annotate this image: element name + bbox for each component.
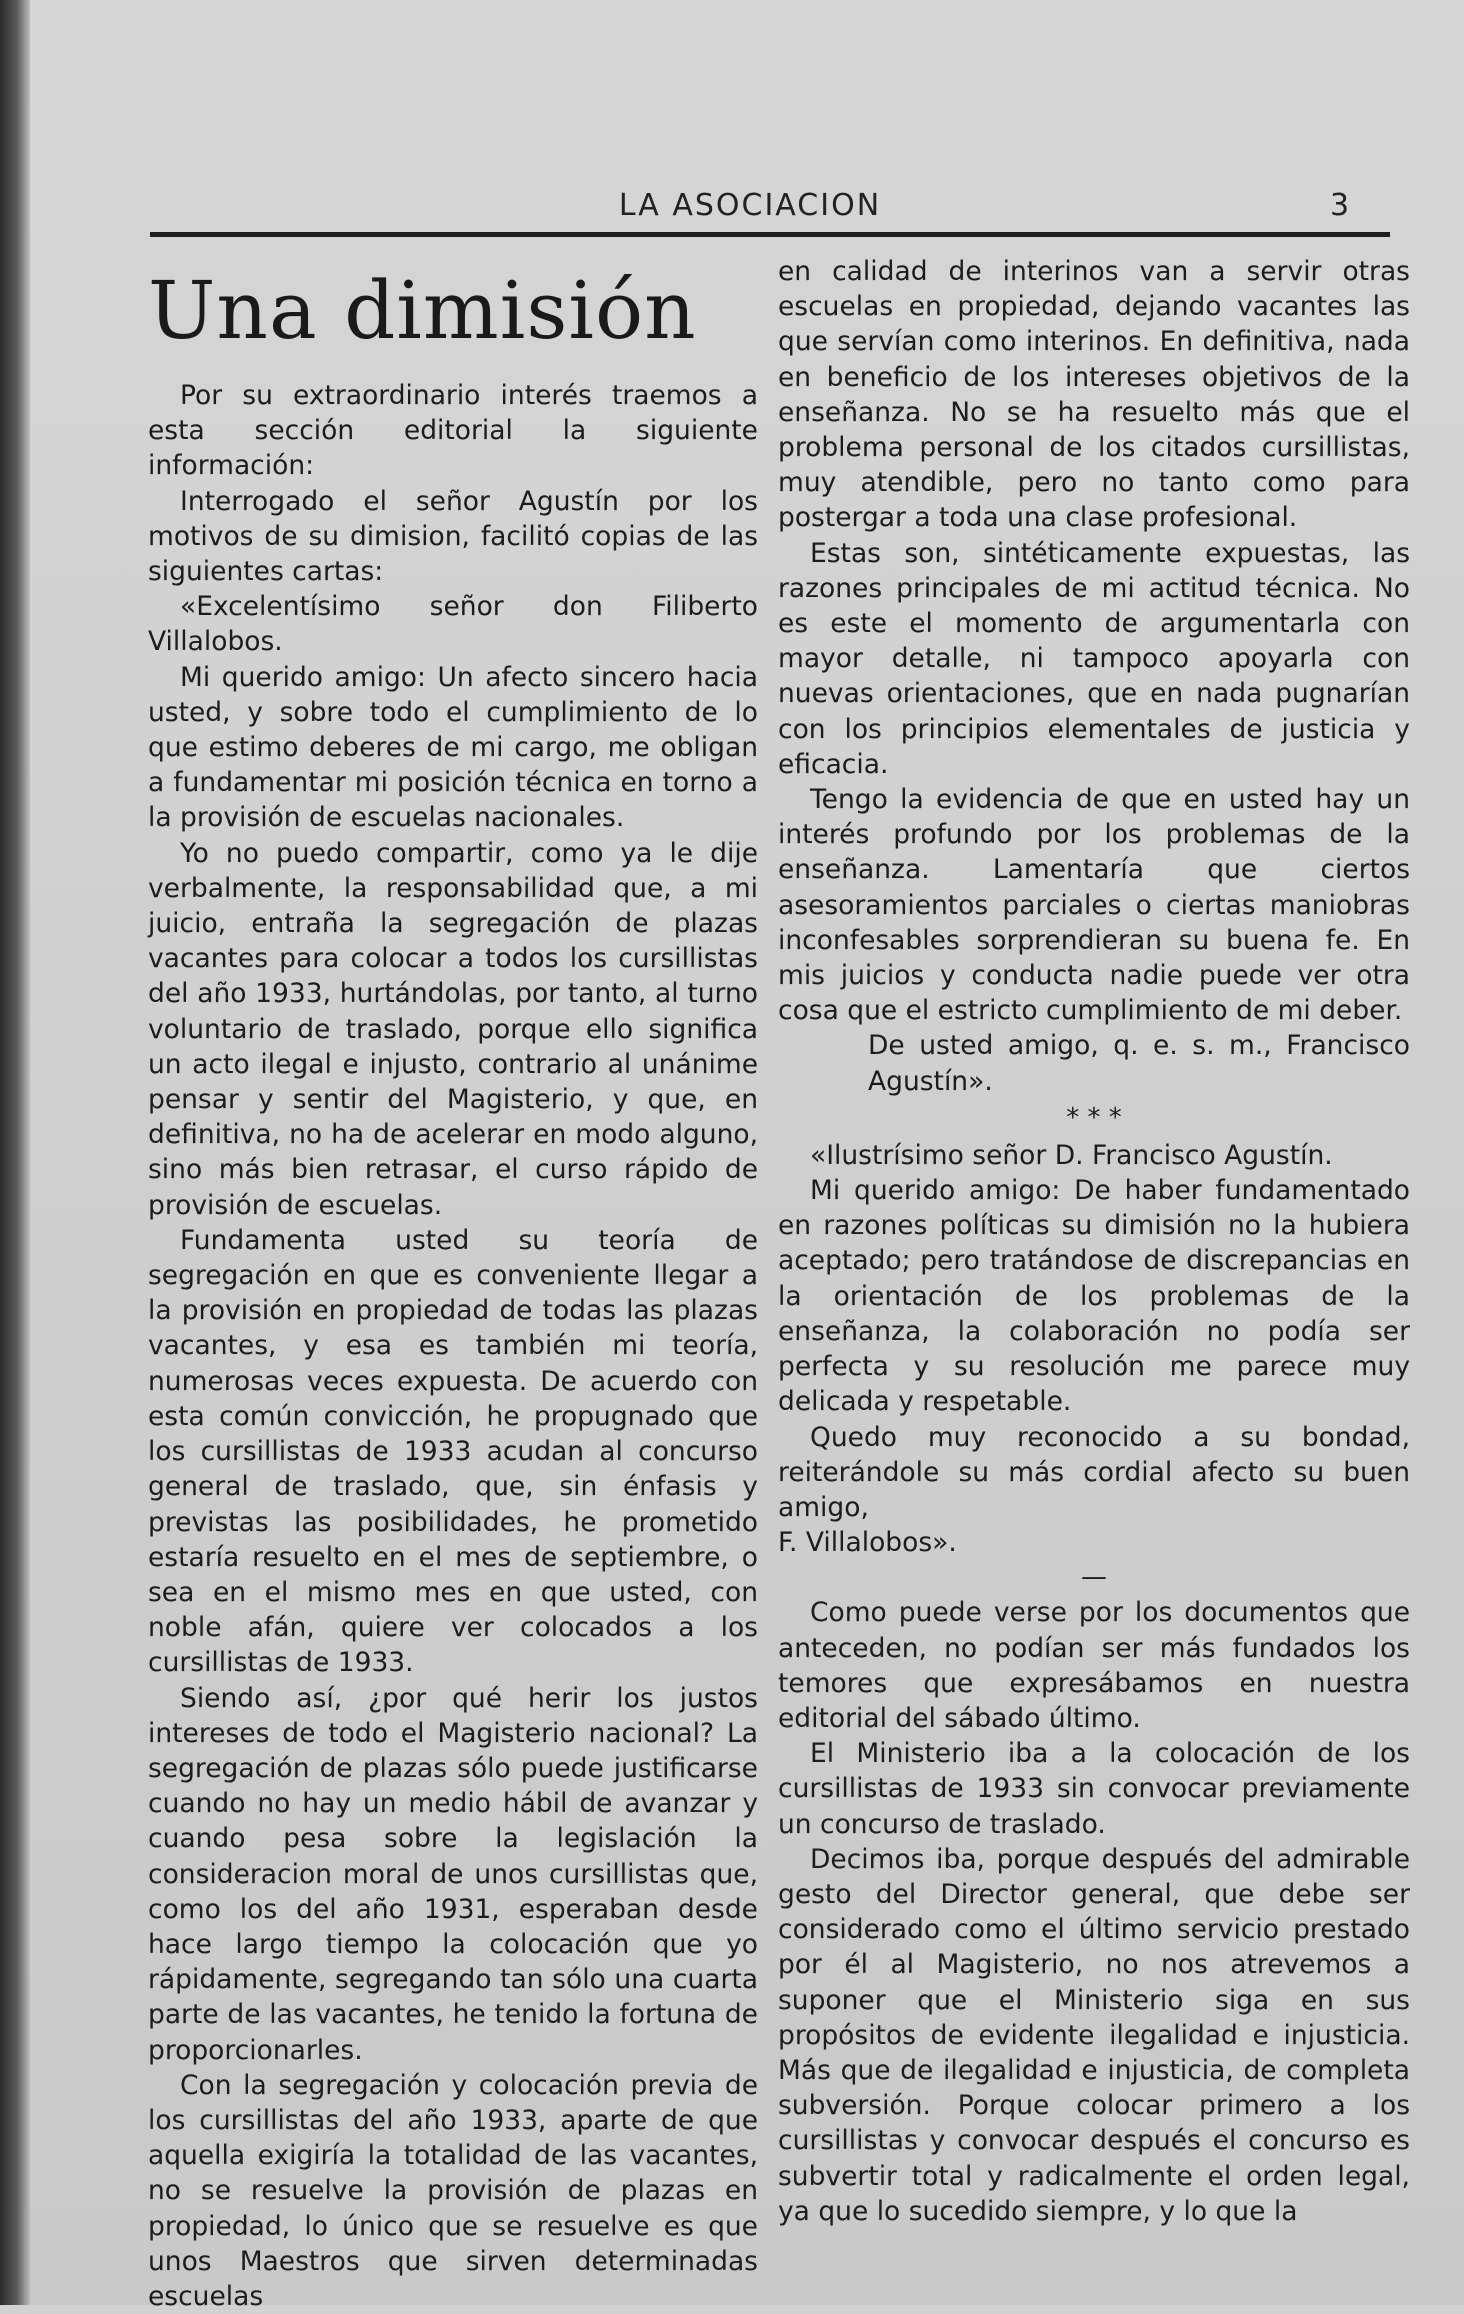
letter-signature: F. Villalobos». (778, 1527, 957, 1559)
paragraph: Fundamenta usted su teoría de segregación en que es conveniente llegar a la provisión en propiedad de todas las plazas vacantes, y esa es también mi teoría, numerosas veces expuesta. De acuerdo con esta común convicción, he propugnado que los cursillistas de 1933 acudan al concurso general de traslado, que, sin énfasis y previstas las posibilidades, he prometido estaría resuelto en el mes de septiembre, o sea en el mismo mes en que usted, con noble afán, quiere ver colocados a los cursillistas de 1933. (148, 1224, 758, 1679)
paragraph: Con la segregación y colocación previa de los cursillistas del año 1933, aparte de que aquella exigiría la totalidad de las vacantes, no se resuelve la provisión de plazas en propiedad, lo único que se resuelve es que unos Maestros que sirven determinadas escuelas (148, 2069, 758, 2312)
paragraph: Decimos iba, porque después del admirable gesto del Director general, que debe ser considerado como el último servicio prestado por él al Magisterio, no nos atrevemos a suponer que el Ministerio siga en sus propósitos de evidente ilegalidad e injusticia. Más que de ilegalidad e injusticia, de completa subversión. Porque colocar primero a los cursillistas y convocar después el concurso es subvertir total y radicalmente el orden legal, ya que lo sucedido siempre, y lo que la (778, 1843, 1410, 2227)
paragraph: Estas son, sintéticamente expuestas, las razones principales de mi actitud técnica. No es este el momento de argumentarla con mayor detalle, ni tampoco apoyarla con nuevas orientaciones, que en nada pugnarían con los principios elementales de justicia y eficacia. (778, 537, 1410, 780)
paragraph: Mi querido amigo: De haber fundamentado en razones políticas su dimisión no la hubiera aceptado; pero tratándose de discrepancias en la orientación de los problemas de la enseñanza, la colaboración no podía ser perfecta y su resolución me parece muy delicada y respetable. (778, 1175, 1410, 1418)
right-column (778, 254, 1410, 2229)
letter-salutation: «Excelentísimo señor don Filiberto Villalobos. (148, 591, 758, 658)
section-separator-asterisks: * * * (1066, 1102, 1122, 1133)
paragraph: Como puede verse por los documentos que anteceden, no podían ser más fundados los temores que expresábamos en nuestra editorial del sábado último. (778, 1597, 1410, 1734)
article-title: Una dimisión (148, 264, 697, 357)
paragraph: Por su extraordinario interés traemos a esta sección editorial la siguiente información: (148, 380, 758, 482)
section-separator-dash: — (1081, 1562, 1107, 1593)
paragraph: Quedo muy reconocido a su bondad, reiterándole su más cordial afecto su buen amigo, (778, 1421, 1410, 1523)
newspaper-page (30, 0, 1464, 2312)
letter-salutation: «Ilustrísimo señor D. Francisco Agustín. (810, 1139, 1333, 1171)
left-column (148, 256, 758, 2314)
letter-signature: De usted amigo, q. e. s. m., Francisco Agustín». (868, 1030, 1410, 1097)
book-binding-edge (0, 0, 30, 2305)
header-rule (150, 232, 1390, 237)
paragraph-continuation: en calidad de interinos van a servir otras escuelas en propiedad, dejando vacantes las que servían como interinos. En definitiva, nada en beneficio de los intereses objetivos de la enseñanza. No se ha resuelto más que el problema personal de los citados cursillistas, muy atendible, pero no tanto como para postergar a toda una clase profesional. (778, 256, 1410, 534)
paragraph: Tengo la evidencia de que en usted hay un interés profundo por los problemas de la enseñanza. Lamentaría que ciertos asesoramientos parciales o ciertas maniobras inconfesables sorprendieran su buena fe. En mis juicios y conducta nadie puede ver otra cosa que el estricto cumplimiento de mi deber. (778, 784, 1410, 1027)
paragraph: Interrogado el señor Agustín por los motivos de su dimision, facilitó copias de las siguientes cartas: (148, 485, 758, 588)
paragraph: Mi querido amigo: Un afecto sincero hacia usted, y sobre todo el cumplimiento de lo que estimo deberes de mi cargo, me obligan a fundamentar mi posición técnica en torno a la provisión de escuelas nacionales. (148, 661, 758, 834)
publication-header: LA ASOCIACION (618, 188, 882, 223)
paragraph: Yo no puedo compartir, como ya le dije verbalmente, la responsabilidad que, a mi juicio, entraña la segregación de plazas vacantes para colocar a todos los cursillistas del año 1933, hurtándolas, por tanto, al turno voluntario de traslado, porque ello significa un acto ilegal e injusto, contrario al unánime pensar y sentir del Magisterio, y que, en definitiva, no ha de acelerar en modo alguno, sino más bien retrasar, el curso rápido de provisión de escuelas. (148, 837, 758, 1221)
page-number: 3 (1330, 188, 1350, 223)
paragraph: El Ministerio iba a la colocación de los cursillistas de 1933 sin convocar previamente un concurso de traslado. (778, 1738, 1410, 1840)
paragraph: Siendo así, ¿por qué herir los justos intereses de todo el Magisterio nacional? La segregación de plazas sólo puede justificarse cuando no hay un medio hábil de avanzar y cuando pesa sobre la legislación la consideracion moral de unos cursillistas que, como los del año 1931, esperaban desde hace largo tiempo la colocación que yo rápidamente, segregando tan sólo una cuarta parte de las vacantes, he tenido la fortuna de proporcionarles. (148, 1682, 758, 2066)
